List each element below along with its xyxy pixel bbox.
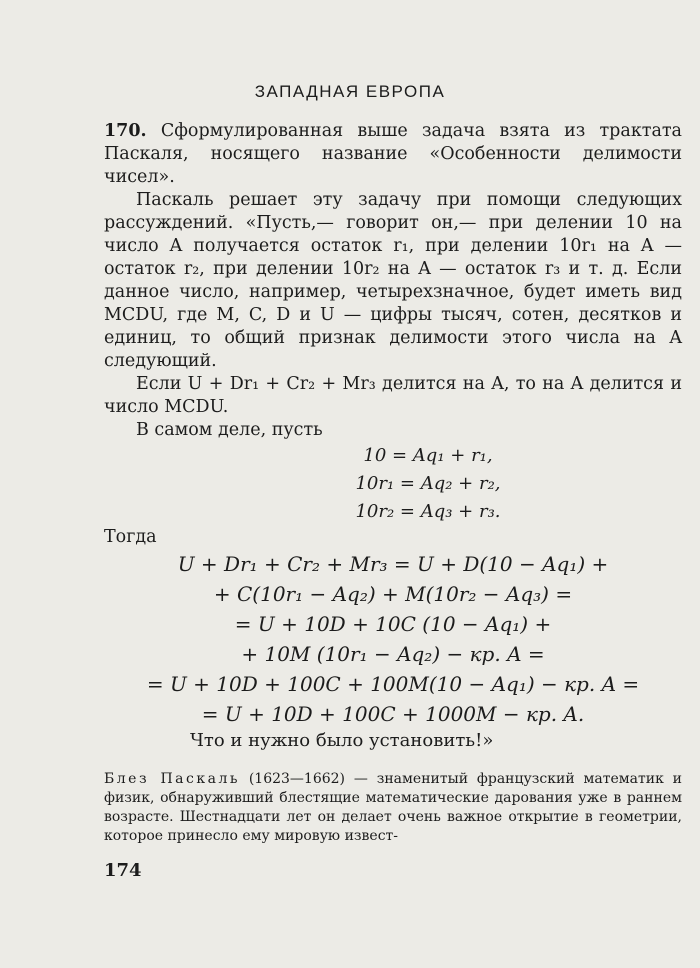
equation-line: = U + 10D + 100C + 1000M − кр. A.	[201, 702, 585, 726]
equation-group-1	[104, 442, 682, 526]
equation-group-2	[104, 549, 682, 729]
equation-line: = U + 10D + 100C + 100M(10 − Aq₁) − кр. A =	[146, 672, 640, 696]
equation-line: 10 = Aq₁ + r₁,	[363, 445, 493, 466]
footnote-name: Блез Паскаль	[104, 771, 240, 787]
page-number: 174	[104, 860, 142, 881]
footnote-text: (1623—1662) — знаменитый французский математик и физик, обнаруживший блестящие математические дарования уже в раннем возрасте. Шестнадцати лет он делает очень важное открытие в геометрии, которое принесло ему мировую извест-	[104, 771, 683, 844]
conclusion: Что и нужно было установить!»	[190, 730, 494, 751]
intro-text: Сформулированная выше задача взята из трактата Паскаля, носящего название «Особенности делимости чисел».	[104, 121, 682, 187]
paragraph-indeed: В самом деле, пусть	[136, 420, 323, 440]
equation-line: 10r₂ = Aq₃ + r₃.	[355, 501, 501, 522]
equation-line: + C(10r₁ − Aq₂) + M(10r₂ − Aq₃) =	[213, 582, 573, 606]
equation-line: U + Dr₁ + Cr₂ + Mr₃ = U + D(10 − Aq₁) +	[177, 552, 609, 576]
problem-number: 170.	[104, 121, 147, 141]
problem-intro	[104, 120, 682, 189]
equation-line: 10r₁ = Aq₂ + r₂,	[355, 473, 501, 494]
equation-line: = U + 10D + 10C (10 − Aq₁) +	[234, 612, 552, 636]
paragraph-reasoning: Паскаль решает эту задачу при помощи следующих рассуждений. «Пусть,— говорит он,— при делении 10 на число A получается остаток r₁, при делении 10r₁ на A — остаток r₂, при делении 10r₂ на A — остаток r₃ и т. д. Если данное число, например, четырехзначное, будет иметь вид MCDU, где M, C, D и U — цифры тысяч, сотен, десятков и единиц, то общий признак делимости этого числа на A следующий.	[104, 190, 682, 371]
footnote	[104, 770, 682, 846]
running-header: ЗАПАДНАЯ ЕВРОПА	[254, 82, 446, 101]
paragraph-criterion: Если U + Dr₁ + Cr₂ + Mr₃ делится на A, то на A делится и число MCDU.	[104, 374, 682, 417]
problem-170	[104, 120, 682, 752]
equation-line: + 10M (10r₁ − Aq₂) − кр. A =	[241, 642, 545, 666]
then-label: Тогда	[104, 527, 157, 547]
